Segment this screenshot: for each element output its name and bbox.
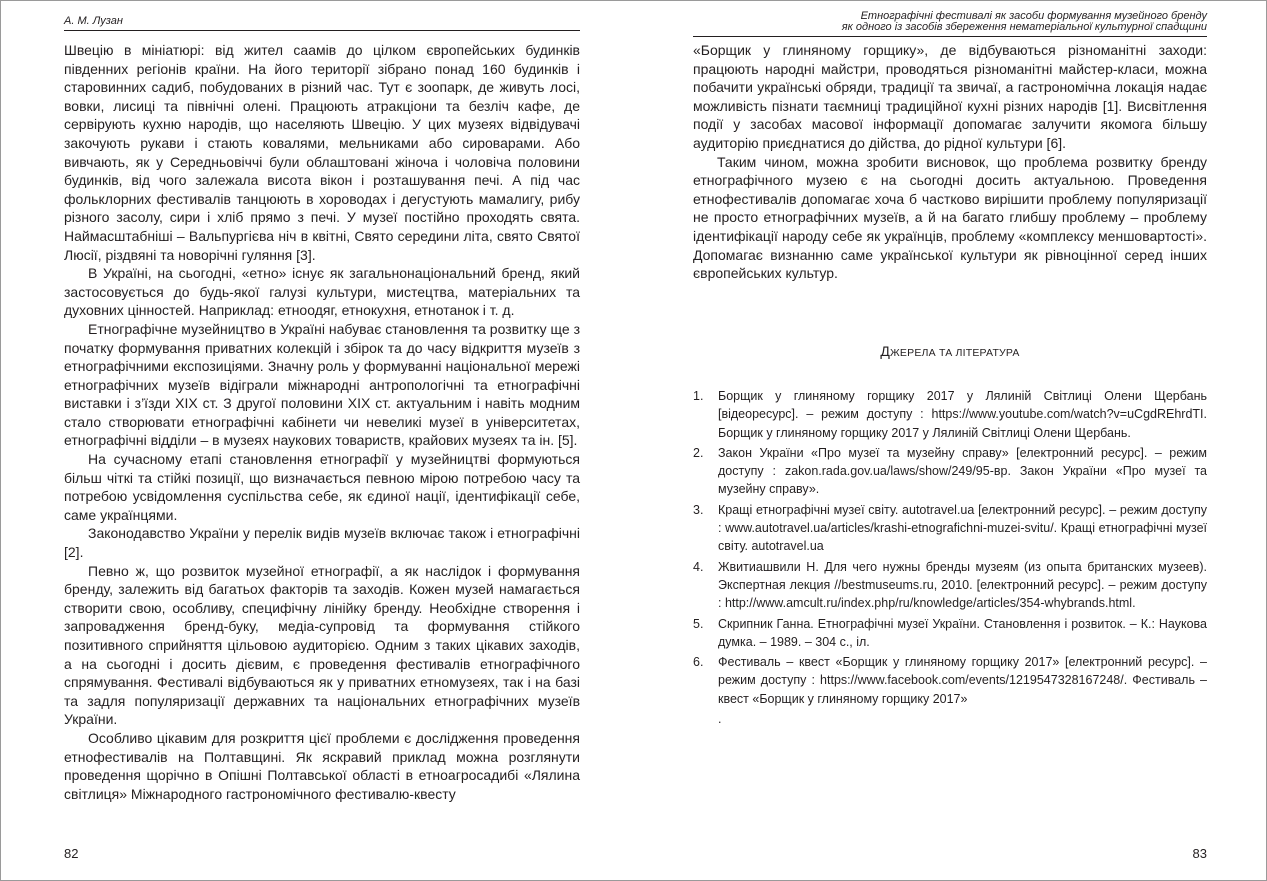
reference-number: 3. (693, 502, 704, 517)
paragraph: На сучасному етапі становлення етнографії у музейництві формуються більш чіткі та стійкі позиції, що визначається певною мірою потребою часу та потребою усвідомлення суспільства себе, як єдиної нації, ідентифікації себе, саме українцями. (64, 451, 580, 523)
paragraph: Законодавство України у перелік видів музеїв включає також і етнографічні [2]. (64, 525, 580, 561)
paragraph: «Борщик у глиняному горщику», де відбуваються різноманітні заходи: працюють народні майстри, проводяться різноманітні майстер-класи, можна побачити українські обряди, традиції та звичаї, а гастрономічна локація надає можливість пізнати таємниці традиційної кухні різних народів [1]. Висвітлення події у засобах масової інформації допомагає залучити якомога більшу аудиторію приєднатися до дійства, до рідної культури [6]. (693, 42, 1207, 151)
trailing-mark: . (718, 712, 722, 727)
running-head-line: як одного із засобів збереження нематеріальної культурної спадщини (841, 21, 1207, 33)
references-heading (693, 343, 1207, 359)
left-body-text (64, 41, 580, 803)
left-page (1, 1, 634, 880)
page-number: 83 (1192, 846, 1207, 861)
reference-item (693, 501, 1207, 556)
reference-number: 4. (693, 559, 704, 574)
reference-item (693, 444, 1207, 499)
reference-text: Закон України «Про музеї та музейну справу» [електронний ресурс]. – режим доступу : zakon.rada.gov.ua/laws/show/249/95-вр. Закон України «Про музеї та музейну справу». (718, 445, 1207, 497)
paragraph: Швецію в мініатюрі: від жител саамів до цілком європейських будинків південних регіонів країни. На його території зібрано понад 160 будинків і старовинних садиб, побудованих в різний час. Тут є зоопарк, де живуть лосі, вовки, лисиці та північні олені. Працюють атракціони та безліч кафе, де сервірують кухню народів, що населяють Швецію. У цих музеях відвідувачі закочують рукави і стають ковалями, мельниками або сироварами. Або вивчають, як у Середньовіччі були облаштовані жіноча і чоловіча половини будинків, від чого залежала висота вікон і розташування печі. А під час фольклорних фестивалів танцюють в хороводах і дегустують мамалигу, рибу різного засолу, сири і хліб прямо з печі. У музеї постійно проходять свята. Наймасштабніші – Вальпургієва ніч в квітні, Свято середини літа, свято Святої Люсії, різдвяні та новорічні гуляння [3]. (64, 42, 580, 263)
paragraph: Певно ж, що розвиток музейної етнографії, а як наслідок і формування бренду, залежить від багатьох факторів та заходів. Кожен музей намагається створити свою, особливу, специфічну лінійку бренду. Необхідне створення і запровадження бренд-буку, медіа-супровід та формування стійкого позитивного сприйняття цільовою аудиторією. Одним з таких цікавих заходів, а на сьогодні і досить дієвим, є проведення фестивалів етнографічного спрямування. Фестивалі відбуваються як у приватних етномузеях, так і на базі та задля популяризації державних та національних етнографічних музеїв України. (64, 562, 580, 728)
reference-item (693, 653, 1207, 708)
paragraph: Таким чином, можна зробити висновок, що проблема розвитку бренду етнографічного музею є на сьогодні досить актуальною. Проведення етнофестивалів допомагає хоча б частково вирішити проблему популяризації не просто етнографічних музеїв, а й на багато глибшу проблему – проблему ідентифікації народу себе як українців, проблему «комплексу меншовартості». Допомагає визнанню саме української культури як рівноцінної серед інших європейських культур. (693, 153, 1207, 282)
reference-number: 5. (693, 616, 704, 631)
running-head-line: Етнографічні фестивалі як засоби формування музейного бренду (860, 10, 1207, 22)
paragraph: В Україні, на сьогодні, «етно» існує як загальнонаціональний бренд, який застосовується до будь-якої галузі культури, мистецтва, матеріальних та духовних цінностей. Наприклад: етноодяг, етнокухня, етнотанок і т. д. (64, 265, 580, 319)
reference-number: 1. (693, 389, 704, 403)
heading-initial: Д (880, 343, 891, 359)
reference-item (693, 558, 1207, 613)
references-list (693, 387, 1207, 730)
right-page (634, 1, 1266, 880)
reference-item (693, 387, 1207, 442)
right-body-text (693, 41, 1207, 283)
reference-text: Скрипник Ганна. Етнографічні музеї України. Становлення і розвиток. – К.: Наукова думка. – 1989. – 304 с., іл. (718, 616, 1207, 649)
page-number: 82 (64, 846, 79, 861)
reference-text: Борщик у глиняному горщику 2017 у Лялиній Світлиці Олени Щербань [відеоресурс]. – режим доступу : https://www.youtube.com/watch?v=uCgdREhrdTI. Борщик у глиняному горщику 2017 у Лялиній Світлиці Олени Щербань. (718, 389, 1207, 440)
reference-text: Жвитиашвили Н. Для чего нужны бренды музеям (из опыта британских музеев). Экспертная лекция //bestmuseums.ru, 2010. [електронний ресурс]. – режим доступу : http://www.amcult.ru/index.php/ru/knowledge/articles/354-whybrands.html. (718, 559, 1207, 611)
reference-item (693, 615, 1207, 652)
reference-text: Кращі етнографічні музеї світу. autotravel.ua [електронний ресурс]. – режим доступу : www.autotravel.ua/articles/krashi-etnografichni-muzei-svitu/. Кращі етнографічні музеї світу. autotravel.ua (718, 502, 1207, 554)
reference-number: 2. (693, 445, 704, 460)
reference-number: 6. (693, 655, 704, 670)
running-head-title (693, 11, 1207, 37)
heading-rest: ЖЕРЕЛА ТА ЛІТЕРАТУРА (890, 347, 1020, 359)
paragraph: Особливо цікавим для розкриття цієї проблеми є дослідження проведення етнофестивалів на Полтавщині. Як яскравий приклад можна розглянути проведення щорічно в Опішні Полтавської області в етноагросадибі «Лялина світлиця» Міжнародного гастрономічного фестивалю-квесту (64, 729, 580, 802)
reference-text: Фестиваль – квест «Борщик у глиняному горщику 2017» [електронний ресурс]. – режим доступу : https://www.facebook.com/events/1219547328167248/. Фестиваль – квест «Борщик у глиняному горщику 2017» (718, 655, 1207, 706)
paragraph: Етнографічне музейництво в Україні набуває становлення та розвитку ще з початку формування приватних колекцій і збірок та до часу відкриття музеїв з етнографічними експозиціями. Значну роль у формуванні національної мережі етнографічних музеїв відіграли міжнародні антропологічні та етнографічні виставки і з’їзди ХІХ ст. З другої половини ХІХ ст. актуальним і навіть модним стало створювати етнографічні кабінети чи невеликі музеї в університетах, етнографічні відділи – в музеях наукових товариств, крайових музеях та ін. [5]. (64, 320, 580, 449)
running-head-author: А. М. Лузан (64, 16, 580, 31)
